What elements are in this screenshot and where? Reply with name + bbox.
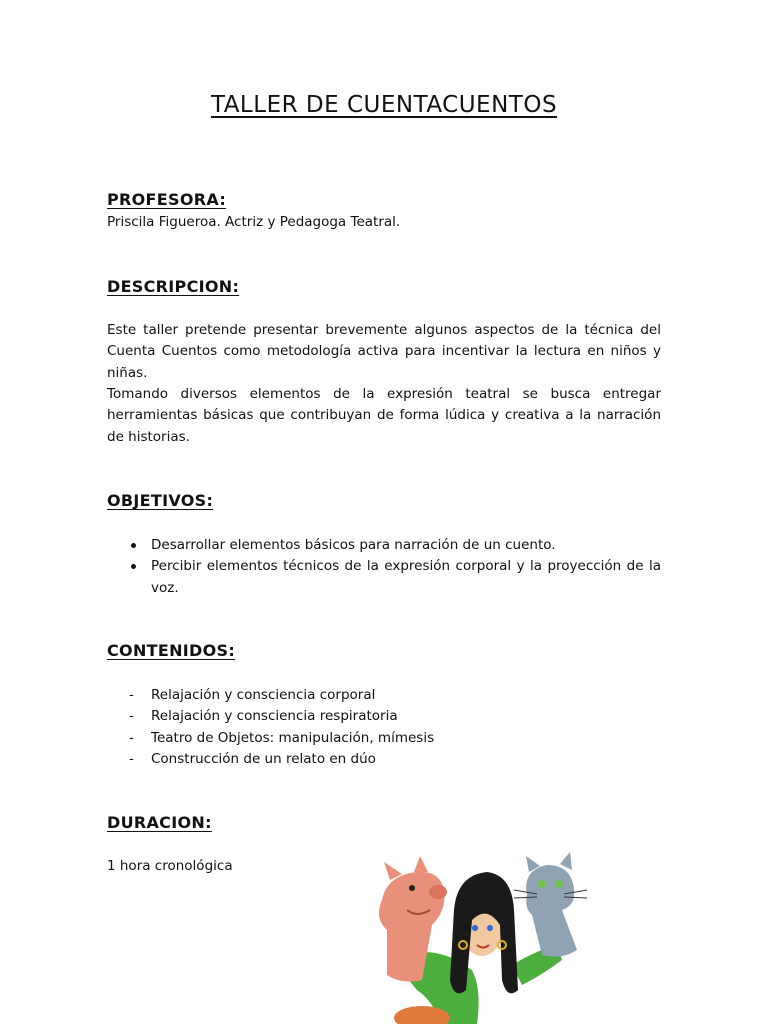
descripcion-paragraph-1: Este taller pretende presentar brevemente algunos aspectos de la técnica del Cuenta Cuentos como metodología activa para incentivar la lectura en niños y niñas. (107, 322, 661, 381)
duracion-heading: DURACION: (107, 813, 212, 832)
contenido-item: - Construcción de un relato en dúo (151, 749, 651, 770)
objetivos-heading: OBJETIVOS: (107, 491, 214, 510)
contenido-item: - Relajación y consciencia respiratoria (151, 706, 651, 727)
objetivos-list (151, 535, 661, 599)
descripcion-heading: DESCRIPCION: (107, 277, 240, 296)
objetivo-item: Percibir elementos técnicos de la expresión corporal y la proyección de la voz. (151, 556, 661, 599)
duracion-text: 1 hora cronológica (107, 858, 233, 874)
contenido-item: - Teatro de Objetos: manipulación, mímesis (151, 728, 651, 749)
document-title: TALLER DE CUENTACUENTOS (210, 92, 558, 118)
contenidos-list (151, 685, 651, 770)
profesora-heading: PROFESORA: (107, 190, 227, 209)
objetivo-item: Desarrollar elementos básicos para narración de un cuento. (151, 535, 661, 556)
puppeteer-girl-with-pig-and-cat-puppets-illustration (362, 850, 602, 1024)
contenido-item: - Relajación y consciencia corporal (151, 685, 651, 706)
profesora-text: Priscila Figueroa. Actriz y Pedagoga Teatral. (107, 214, 401, 230)
descripcion-paragraph-2: Tomando diversos elementos de la expresión teatral se busca entregar herramientas básicas que contribuyan de forma lúdica y creativa a la narración de historias. (107, 386, 661, 445)
contenidos-heading: CONTENIDOS: (107, 641, 236, 660)
